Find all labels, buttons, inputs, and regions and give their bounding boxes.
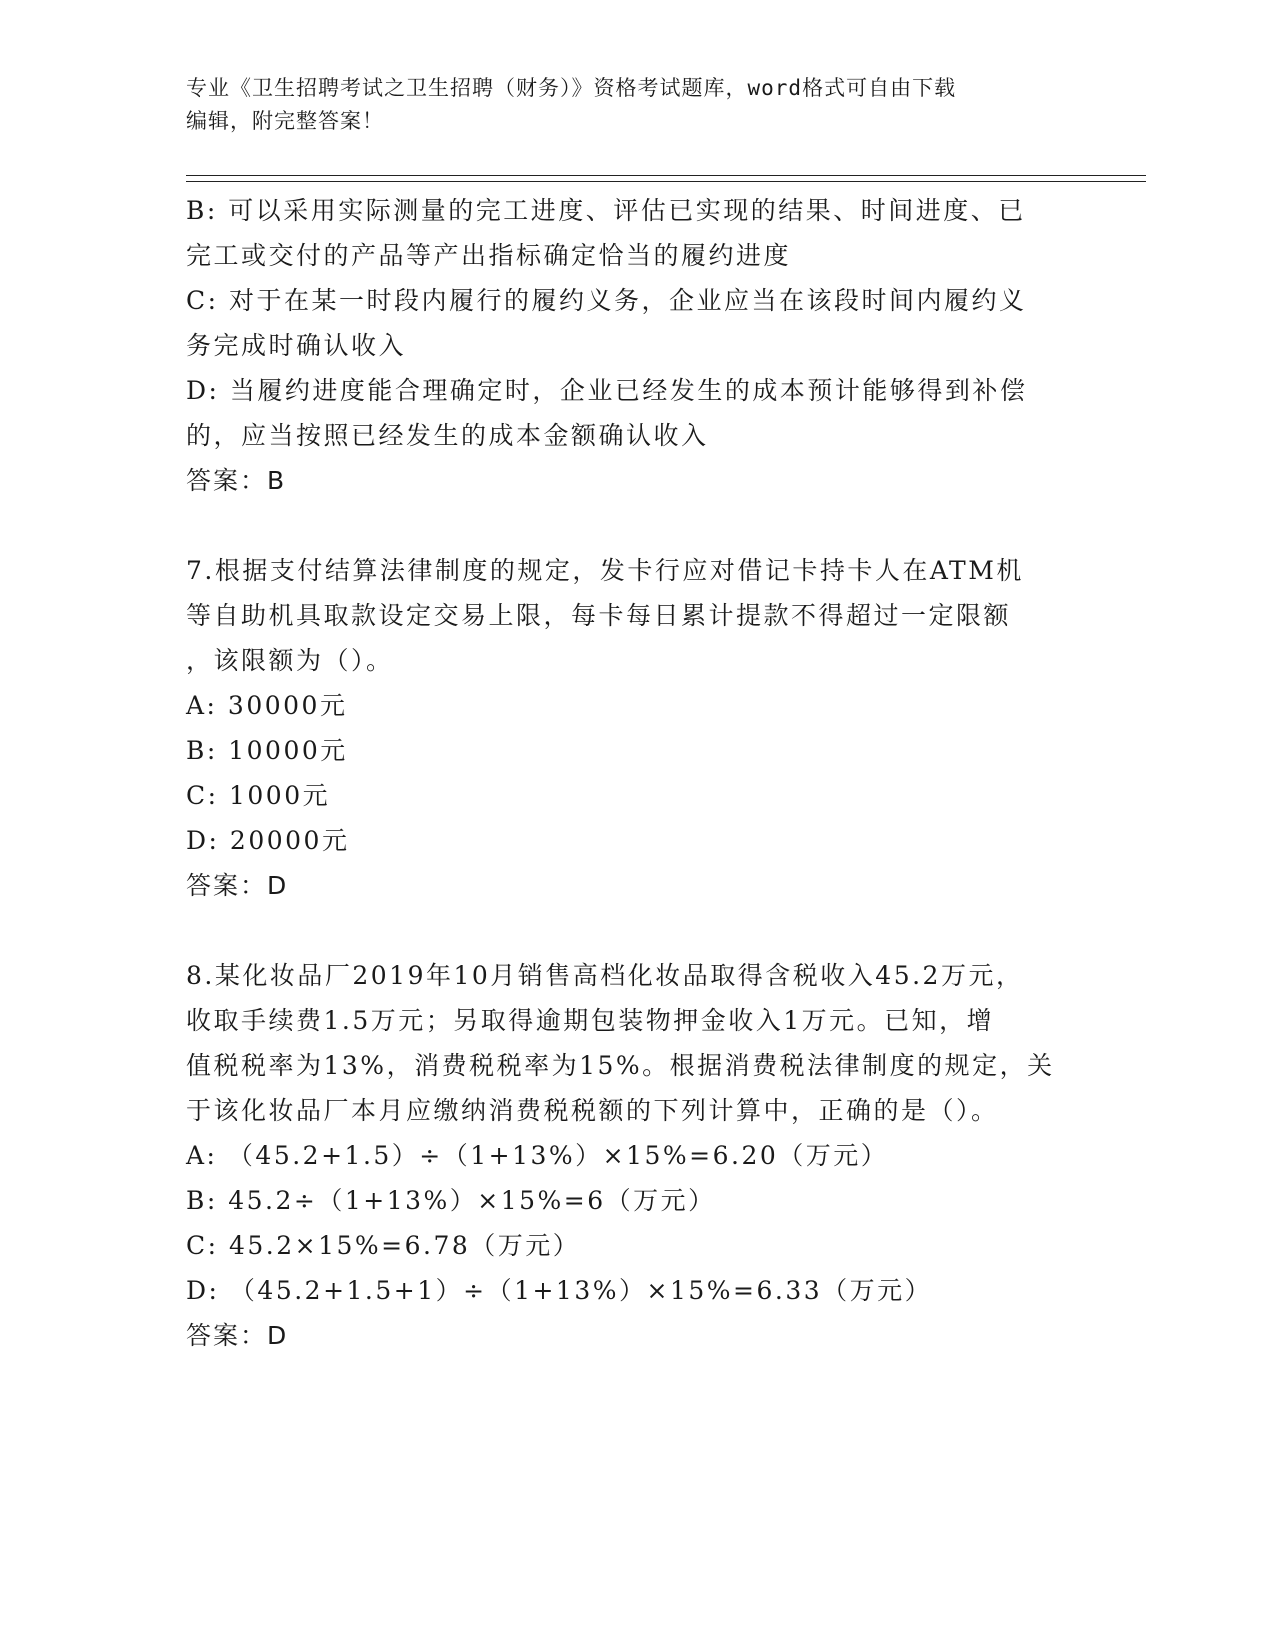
- answer-label: 答案：B: [186, 466, 287, 495]
- previous-question-block: [186, 188, 1066, 503]
- page-header: [186, 72, 1066, 138]
- question-7-block: [186, 548, 1066, 908]
- header-rule-bottom: [186, 181, 1146, 182]
- header-title-line2: 编辑，附完整答案！: [186, 109, 384, 133]
- option-c-line1: C: 对于在某一时段内履行的履约义务，企业应当在该段时间内履约义: [186, 286, 1027, 315]
- spacer: [186, 908, 1066, 953]
- option-a: A: （45.2+1.5）÷（1+13%）×15%=6.20（万元）: [186, 1141, 889, 1170]
- option-d-line1: D: 当履约进度能合理确定时，企业已经发生的成本预计能够得到补偿: [186, 376, 1028, 405]
- option-d-line2: 的，应当按照已经发生的成本金额确认收入: [186, 421, 709, 450]
- question-stem-line1: 8.某化妆品厂2019年10月销售高档化妆品取得含税收入45.2万元，: [186, 961, 1024, 990]
- option-b: B: 10000元: [186, 736, 348, 765]
- question-stem-line2: 收取手续费1.5万元；另取得逾期包装物押金收入1万元。已知，增: [186, 1006, 995, 1035]
- question-stem-line3: 值税税率为13%，消费税税率为15%。根据消费税法律制度的规定，关: [186, 1051, 1055, 1080]
- answer-label: 答案：D: [186, 871, 289, 900]
- question-stem-line4: 于该化妆品厂本月应缴纳消费税税额的下列计算中，正确的是（）。: [186, 1096, 999, 1125]
- option-b-line1: B: 可以采用实际测量的完工进度、评估已实现的结果、时间进度、已: [186, 196, 1026, 225]
- question-stem-line3: ，该限额为（）。: [186, 646, 394, 675]
- header-rule-top: [186, 175, 1146, 176]
- answer-label: 答案：D: [186, 1321, 289, 1350]
- option-b: B: 45.2÷（1+13%）×15%=6（万元）: [186, 1186, 716, 1215]
- option-c: C: 45.2×15%=6.78（万元）: [186, 1231, 581, 1260]
- option-c-line2: 务完成时确认收入: [186, 331, 407, 360]
- option-a: A: 30000元: [186, 691, 348, 720]
- question-content: [186, 188, 1066, 1358]
- option-c: C: 1000元: [186, 781, 331, 810]
- question-stem-line2: 等自助机具取款设定交易上限，每卡每日累计提款不得超过一定限额: [186, 601, 1012, 630]
- option-b-line2: 完工或交付的产品等产出指标确定恰当的履约进度: [186, 241, 792, 270]
- question-stem-line1: 7.根据支付结算法律制度的规定，发卡行应对借记卡持卡人在ATM机: [186, 556, 1024, 585]
- option-d: D: （45.2+1.5+1）÷（1+13%）×15%=6.33（万元）: [186, 1276, 933, 1305]
- option-d: D: 20000元: [186, 826, 350, 855]
- question-8-block: [186, 953, 1066, 1358]
- spacer: [186, 503, 1066, 548]
- header-title-line1: 专业《卫生招聘考试之卫生招聘（财务）》资格考试题库，word格式可自由下载: [186, 76, 957, 100]
